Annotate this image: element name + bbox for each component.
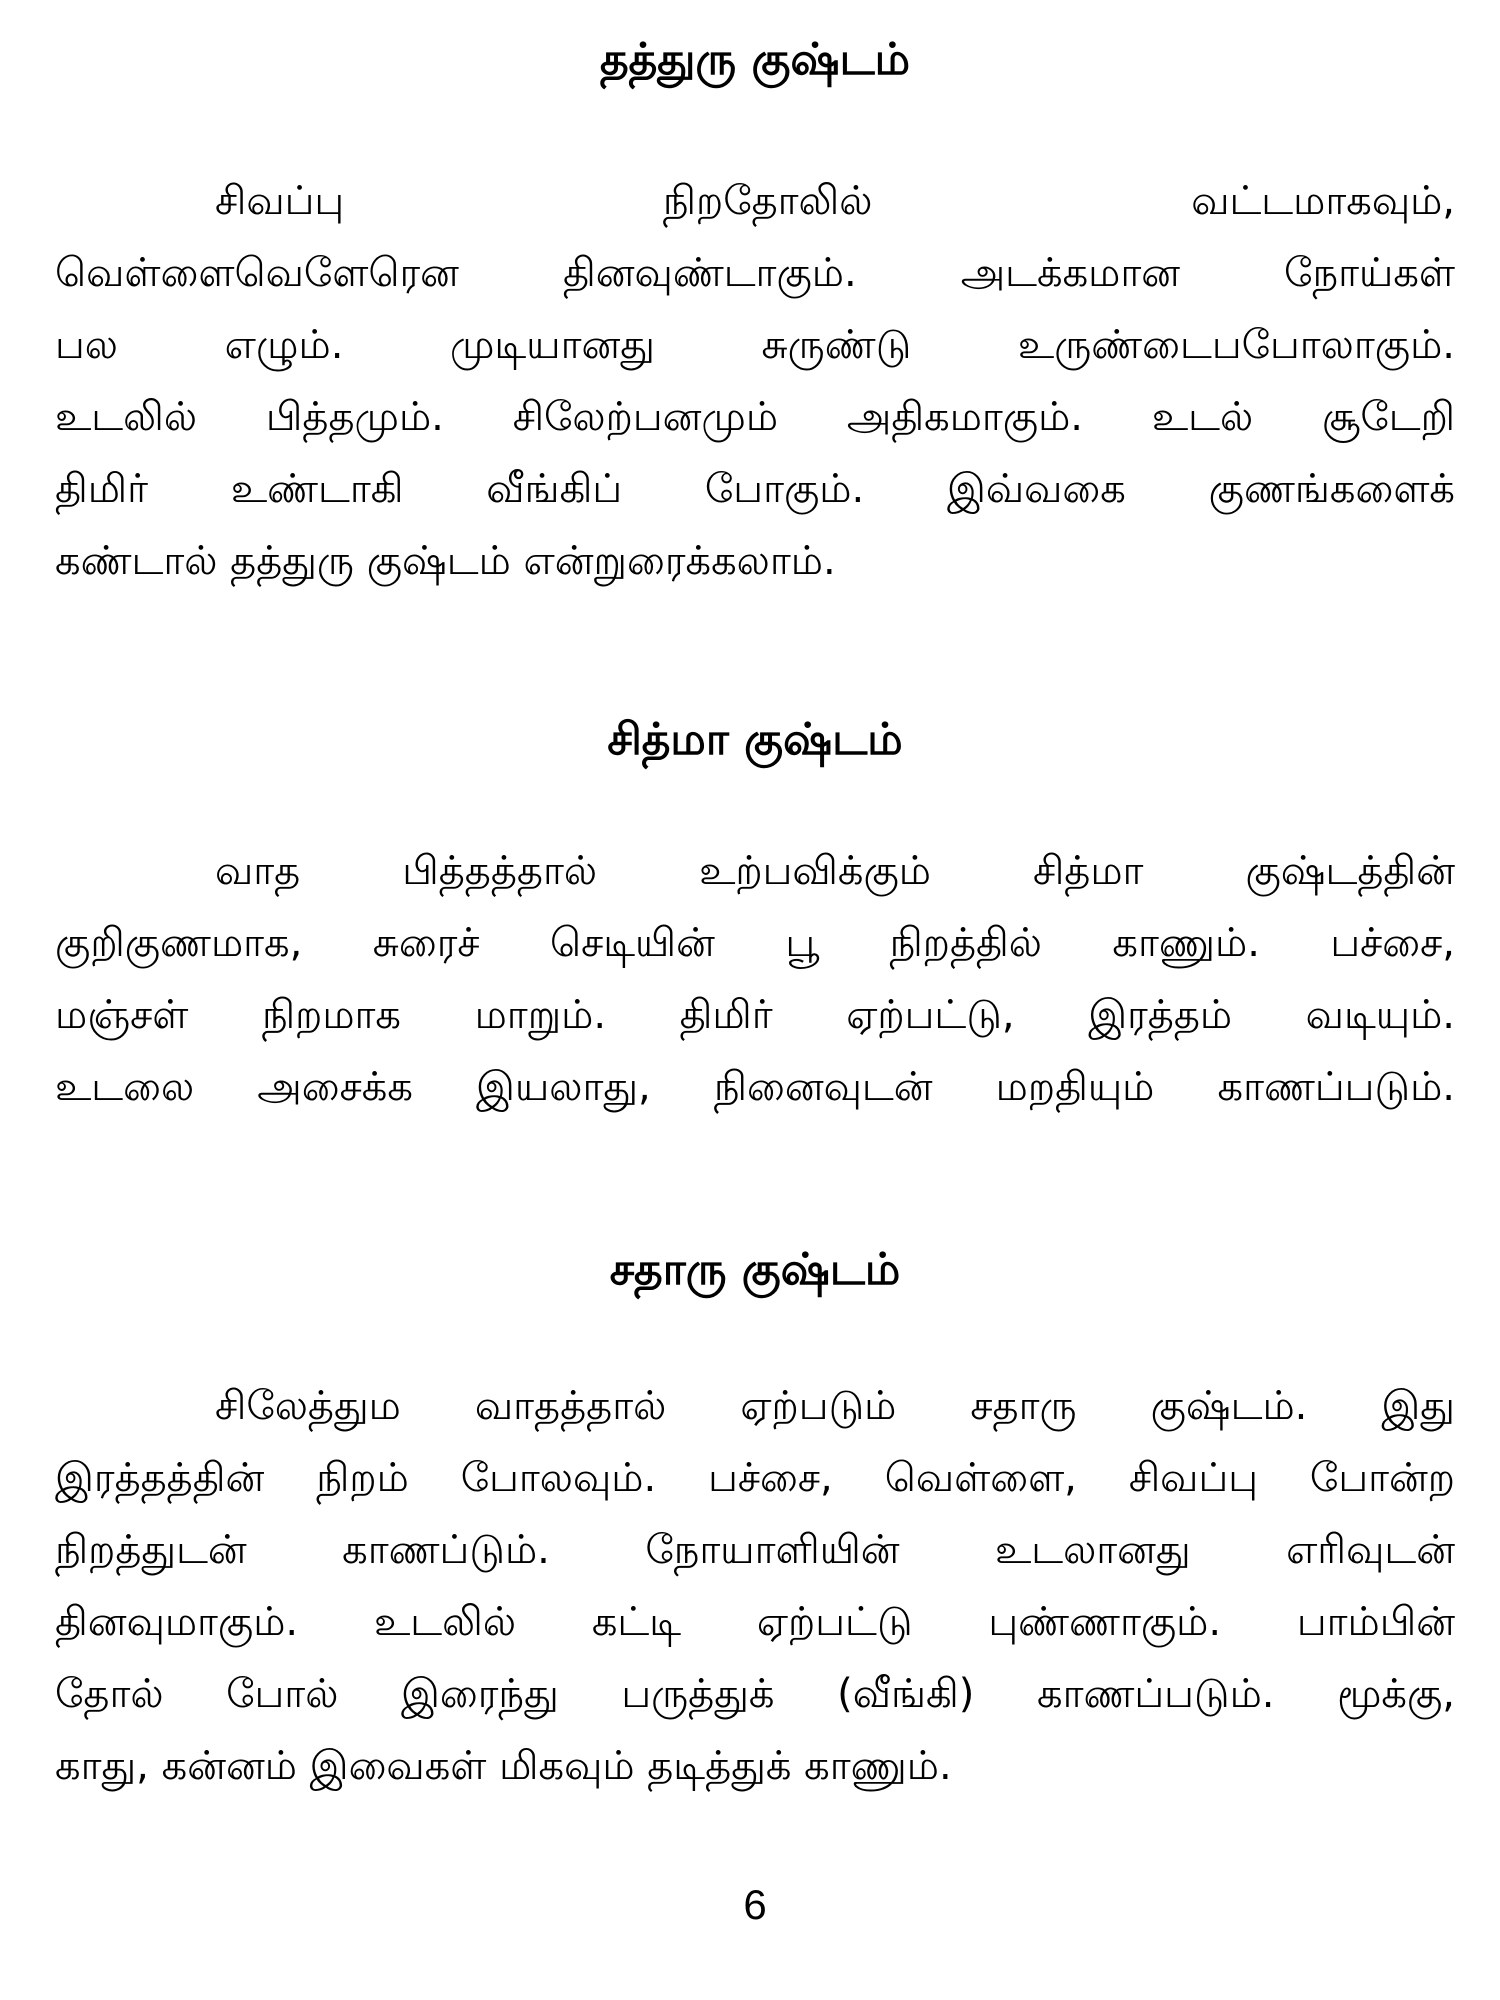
paragraph-line: தினவுமாகும். உடலில் கட்டி ஏற்பட்டு புண்ணாகும். பாம்பின்	[55, 1599, 1455, 1645]
section-paragraph-thatthuru	[55, 165, 1455, 597]
paragraph-line: பல எழும். முடியானது சுருண்டு உருண்டைபபோலாகும்.	[55, 322, 1455, 368]
paragraph-line: இரத்தத்தின் நிறம் போலவும். பச்சை, வெள்ளை, சிவப்பு போன்ற	[55, 1455, 1455, 1501]
paragraph-line: சிவப்பு நிறதோலில் வட்டமாகவும்,	[215, 178, 1455, 224]
page-number: 6	[743, 1881, 767, 1928]
paragraph-line: நிறத்துடன் காணப்டும். நோயாளியின் உடலானது எரிவுடன்	[55, 1527, 1455, 1573]
paragraph-line: காது, கன்னம் இவைகள் மிகவும் தடித்துக் காணும்.	[55, 1743, 952, 1789]
section-heading-sathaaru: சதாரு குஷ்டம்	[609, 1244, 901, 1295]
section-paragraph-sithma	[55, 835, 1455, 1123]
paragraph-line: மஞ்சள் நிறமாக மாறும். திமிர் ஏற்பட்டு, இரத்தம் வடியும்.	[55, 992, 1455, 1038]
section-heading-thatthuru: தத்துரு குஷ்டம்	[599, 34, 911, 85]
section-paragraph-sathaaru	[55, 1370, 1455, 1802]
paragraph-line: உடலை அசைக்க இயலாது, நினைவுடன் மறதியும் காணப்படும்.	[55, 1064, 1455, 1110]
section-heading-sithma: சித்மா குஷ்டம்	[607, 714, 903, 765]
paragraph-line: உடலில் பித்தமும். சிலேற்பனமும் அதிகமாகும். உடல் சூடேறி	[55, 394, 1455, 440]
paragraph-line: கண்டால் தத்துரு குஷ்டம் என்றுரைக்கலாம்.	[55, 538, 836, 584]
paragraph-line: தோல் போல் இரைந்து பருத்துக் (வீங்கி) காணப்படும். மூக்கு,	[55, 1671, 1455, 1717]
paragraph-line: குறிகுணமாக, சுரைச் செடியின் பூ நிறத்தில் காணும். பச்சை,	[55, 920, 1455, 966]
paragraph-line: வெள்ளைவெளேரென தினவுண்டாகும். அடக்கமான நோய்கள்	[55, 250, 1455, 296]
paragraph-line: திமிர் உண்டாகி வீங்கிப் போகும். இவ்வகை குணங்களைக்	[55, 466, 1455, 512]
paragraph-line: வாத பித்தத்தால் உற்பவிக்கும் சித்மா குஷ்டத்தின்	[215, 848, 1455, 894]
paragraph-line: சிலேத்தும வாதத்தால் ஏற்படும் சதாரு குஷ்டம். இது	[215, 1383, 1455, 1429]
document-page	[55, 0, 1455, 2000]
